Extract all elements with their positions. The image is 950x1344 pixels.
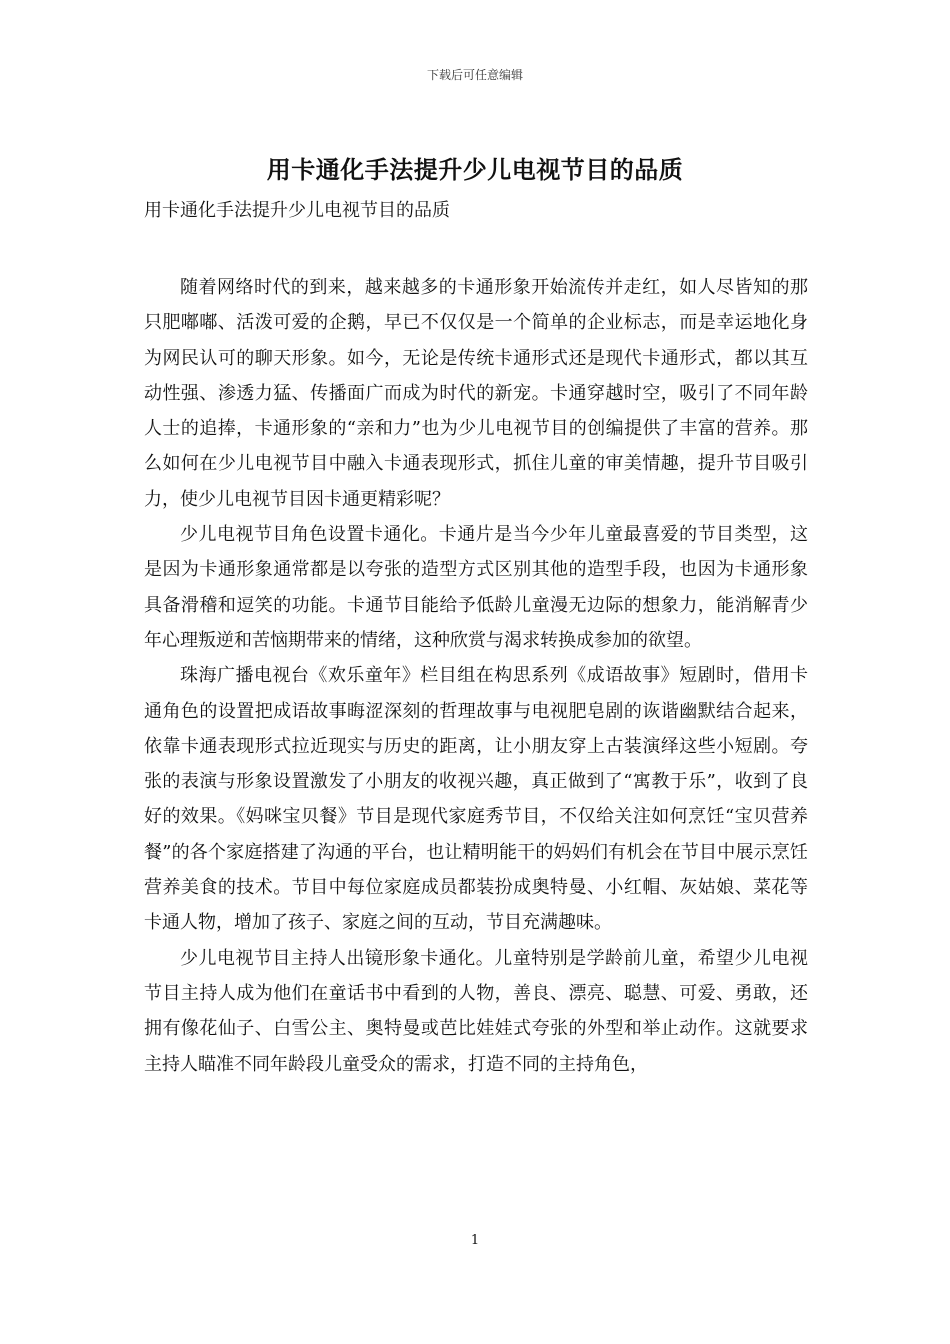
- document-title: 用卡通化手法提升少儿电视节目的品质: [266, 155, 684, 184]
- body-paragraph: 少儿电视节目角色设置卡通化。卡通片是当今少年儿童最喜爱的节目类型，这是因为卡通形象通常都是以夸张的造型方式区别其他的造型手段，也因为卡通形象具备滑稽和逗笑的功能。卡通节目能给予低龄儿童漫无边际的想象力，能消解青少年心理叛逆和苦恼期带来的情绪，这种欣赏与渴求转换成参加的欲望。: [144, 524, 808, 651]
- body-paragraph: 珠海广播电视台《欢乐童年》栏目组在构思系列《成语故事》短剧时，借用卡通角色的设置把成语故事晦涩深刻的哲理故事与电视肥皂剧的诙谐幽默结合起来，依靠卡通表现形式拉近现实与历史的距离，让小朋友穿上古装演绎这些小短剧。夸张的表演与形象设置激发了小朋友的收视兴趣，真正做到了“寓教于乐”，收到了良好的效果。《妈咪宝贝餐》节目是现代家庭秀节目，不仅给关注如何烹饪“宝贝营养餐”的各个家庭搭建了沟通的平台，也让精明能干的妈妈们有机会在节目中展示烹饪营养美食的技术。节目中每位家庭成员都装扮成奥特曼、小红帽、灰姑娘、菜花等卡通人物，增加了孩子、家庭之间的互动，节目充满趣味。: [144, 665, 808, 934]
- body-paragraph: 随着网络时代的到来，越来越多的卡通形象开始流传并走红，如人尽皆知的那只肥嘟嘟、活泼可爱的企鹅，早已不仅仅是一个简单的企业标志，而是幸运地化身为网民认可的聊天形象。如今，无论是传统卡通形式还是现代卡通形式，都以其互动性强、渗透力猛、传播面广而成为时代的新宠。卡通穿越时空，吸引了不同年龄人士的追捧，卡通形象的“亲和力”也为少儿电视节目的创编提供了丰富的营养。那么如何在少儿电视节目中融入卡通表现形式，抓住儿童的审美情趣，提升节目吸引力，使少儿电视节目因卡通更精彩呢？: [144, 277, 808, 510]
- document-body: [144, 270, 808, 1082]
- document-subtitle: 用卡通化手法提升少儿电视节目的品质: [144, 200, 450, 221]
- page-header-note: 下载后可任意编辑: [426, 68, 523, 82]
- page-number: 1: [470, 1233, 480, 1248]
- body-paragraph: 少儿电视节目主持人出镜形象卡通化。儿童特别是学龄前儿童，希望少儿电视节目主持人成为他们在童话书中看到的人物，善良、漂亮、聪慧、可爱、勇敢，还拥有像花仙子、白雪公主、奥特曼或芭比娃娃式夸张的外型和举止动作。这就要求主持人瞄准不同年龄段儿童受众的需求，打造不同的主持角色，: [144, 947, 808, 1075]
